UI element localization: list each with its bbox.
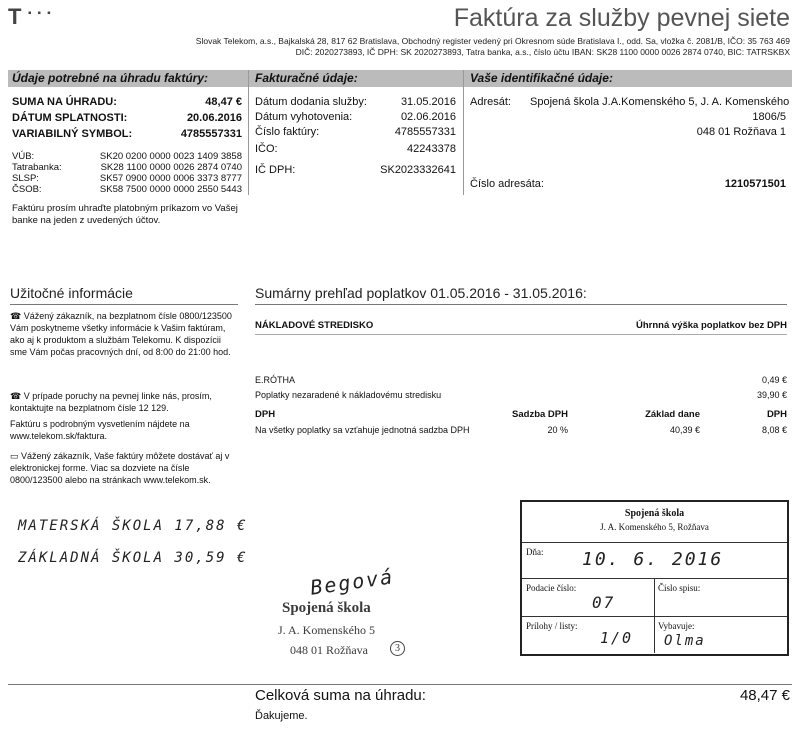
total-label: Celková suma na úhradu: [255, 687, 426, 704]
invoice-value: SK2023332641 [380, 164, 456, 176]
invoice-value: 4785557331 [394, 126, 456, 138]
customer-number: 1210571501 [724, 178, 786, 190]
useful-p2-text: V prípade poruchy na pevnej linke nás, prosím, kontaktujte na bezplatnom čísle 12 129. [10, 391, 212, 413]
stamp-podacie-value: 07 [592, 593, 616, 612]
bank-name: ČSOB: [12, 184, 42, 195]
stamp-vybavuje-cell [654, 616, 787, 653]
useful-p4-text: Vážený zákazník, Vaše faktúry môžete dostávať aj v elektronickej forme. Viac sa dozviete na čísle 0800/123500 alebo na stránkach www.telekom.sk. [10, 451, 230, 485]
address-label: Adresát: [470, 96, 511, 108]
stamp-date-value: 10. 6. 2016 [582, 549, 724, 570]
dph-cell: 8,08 € [761, 425, 787, 435]
useful-p3: Faktúru s podrobným vysvetlením nájdete na www.telekom.sk/faktura. [10, 419, 190, 441]
summary-item-value: 39,90 € [756, 390, 787, 400]
customer-heading: Vaše identifikačné údaje: [470, 71, 613, 85]
stamp-prilohy-label: Prílohy / listy: [526, 621, 578, 631]
stamp-line-1: Spojená škola [282, 600, 371, 616]
invoice-label: Dátum dodania služby: [255, 96, 367, 108]
company-line-1: Slovak Telekom, a.s., Bajkalská 28, 817 62 Bratislava, Obchodný register vedený pri Okresnom súde Bratislava I., odd. Sa, vložka č. 2081/B, IČO: 35 763 469 [195, 36, 790, 46]
thanks-text: Ďakujeme. [255, 710, 308, 722]
invoice-label: Dátum vyhotovenia: [255, 111, 353, 123]
stamp-line-3: 048 01 Rožňava [290, 643, 368, 657]
bank-account: SK58 7500 0000 0000 2550 5443 [99, 184, 242, 195]
summary-item-label: E.RÓTHA [255, 375, 296, 385]
divider [255, 334, 787, 335]
dph-cell: 20 % [547, 425, 568, 435]
payment-heading: Údaje potrebné na úhradu faktúry: [12, 71, 209, 85]
divider [8, 684, 792, 685]
invoice-value: 31.05.2016 [400, 96, 456, 108]
invoice-label: IČ DPH: [255, 164, 296, 176]
invoice-value: 02.06.2016 [400, 111, 456, 123]
telekom-logo: T [8, 4, 22, 29]
bank-account: SK28 1100 0000 0026 2874 0740 [100, 162, 242, 173]
handwritten-note: MATERSKÁ ŠKOLA 17,88 € [18, 518, 248, 534]
phone-icon: ☎ [10, 391, 22, 401]
company-line-2: DIČ: 2020273893, IČ DPH: SK 2020273893, Tatra banka, a.s., číslo účtu IBAN: SK28 1100 0000 0026 2874 0740, BIC: TATRSKBX [295, 47, 790, 57]
useful-title: Užitočné informácie [10, 285, 133, 301]
dph-cell: Na všetky poplatky sa vzťahuje jednotná sadzba DPH [255, 425, 470, 435]
dph-head: Sadzba DPH [512, 409, 568, 420]
summary-col-left: NÁKLADOVÉ STREDISKO [255, 320, 374, 331]
handwritten-note: ZÁKLADNÁ ŠKOLA 30,59 € [18, 550, 248, 566]
useful-p1 [10, 310, 238, 358]
invoice-heading: Fakturačné údaje: [255, 71, 358, 85]
bank-name: VÚB: [12, 151, 35, 162]
stamp-podacie-cell [522, 578, 655, 617]
stamp-cislo-cell [654, 578, 787, 617]
divider [10, 304, 238, 305]
summary-col-right: Úhrnná výška poplatkov bez DPH [636, 320, 787, 331]
dph-head: Základ dane [645, 409, 700, 420]
company-info [170, 36, 790, 58]
stamp-podacie-label: Podacie číslo: [526, 583, 577, 593]
stamp-number: 3 [390, 641, 405, 656]
stamp-head-2: J. A. Komenského 5, Rožňava [600, 522, 709, 532]
address-line-2: 1806/5 [752, 111, 786, 123]
stamp-vybavuje-label: Vybavuje: [658, 621, 695, 631]
address-line-1: Spojená škola J.A.Komenského 5, J. A. Komenského [530, 96, 790, 108]
stamp-prilohy-cell [522, 616, 655, 653]
total-value: 48,47 € [739, 687, 790, 704]
vs-label: VARIABILNÝ SYMBOL: [12, 128, 133, 140]
summary-item-value: 0,49 € [761, 375, 787, 385]
phone-icon: ☎ [10, 311, 22, 321]
stamp-prilohy-value: 1/0 [600, 629, 634, 647]
stamp-vybavuje-value: Olma [664, 633, 706, 649]
signature: Begová [308, 564, 396, 600]
bank-account: SK57 0900 0000 0006 3373 8777 [99, 173, 242, 184]
bank-name: SLSP: [12, 173, 39, 184]
sum-value: 48,47 € [205, 96, 242, 108]
payment-note: Faktúru prosím uhraďte platobným príkazom vo Vašej banke na jeden z uvedených účtov. [12, 203, 238, 226]
dph-head: DPH [766, 409, 787, 420]
dph-cell: 40,39 € [669, 425, 700, 435]
monitor-icon: ▭ [10, 451, 19, 461]
address-line-3: 048 01 Rožňava 1 [696, 126, 786, 138]
invoice-label: IČO: [255, 143, 278, 155]
dph-head: DPH [255, 409, 276, 420]
sum-label: SUMA NA ÚHRADU: [12, 96, 117, 108]
divider [248, 70, 249, 195]
summary-title: Sumárny prehľad poplatkov 01.05.2016 - 31.05.2016: [255, 285, 587, 301]
customer-number-label: Číslo adresáta: [470, 178, 544, 190]
bank-account: SK20 0200 0000 0023 1409 3858 [99, 151, 242, 162]
page-title: Faktúra za služby pevnej siete [453, 4, 790, 32]
due-label: DÁTUM SPLATNOSTI: [12, 112, 128, 124]
bank-name: Tatrabanka: [12, 162, 62, 173]
stamp-cislo-label: Číslo spisu: [658, 583, 701, 593]
stamp-line-2: J. A. Komenského 5 [278, 623, 375, 637]
summary-item-label: Poplatky nezaradené k nákladovému stredisku [255, 390, 442, 400]
stamp-date-label: Dňa: [526, 547, 544, 557]
useful-p4 [10, 450, 238, 486]
useful-p2 [10, 390, 238, 414]
invoice-label: Číslo faktúry: [255, 126, 320, 138]
stamp-head-1: Spojená škola [624, 508, 685, 519]
logo-dots: ▪▪▪ [28, 8, 57, 19]
registry-stamp [520, 500, 789, 656]
vs-value: 4785557331 [180, 128, 242, 140]
invoice-value: 42243378 [407, 143, 456, 155]
useful-p1-text: Vážený zákazník, na bezplatnom čísle 0800/123500 Vám poskytneme všetky informácie k Vašim faktúram, ako aj k produktom a službám Telekomu. K dispozícii sme Vám počas pracovných dní, od 8:00 do 21:00 hod. [10, 311, 232, 357]
stamp-date-cell [522, 542, 787, 579]
divider [463, 70, 464, 195]
divider [255, 304, 787, 305]
due-value: 20.06.2016 [186, 112, 242, 124]
